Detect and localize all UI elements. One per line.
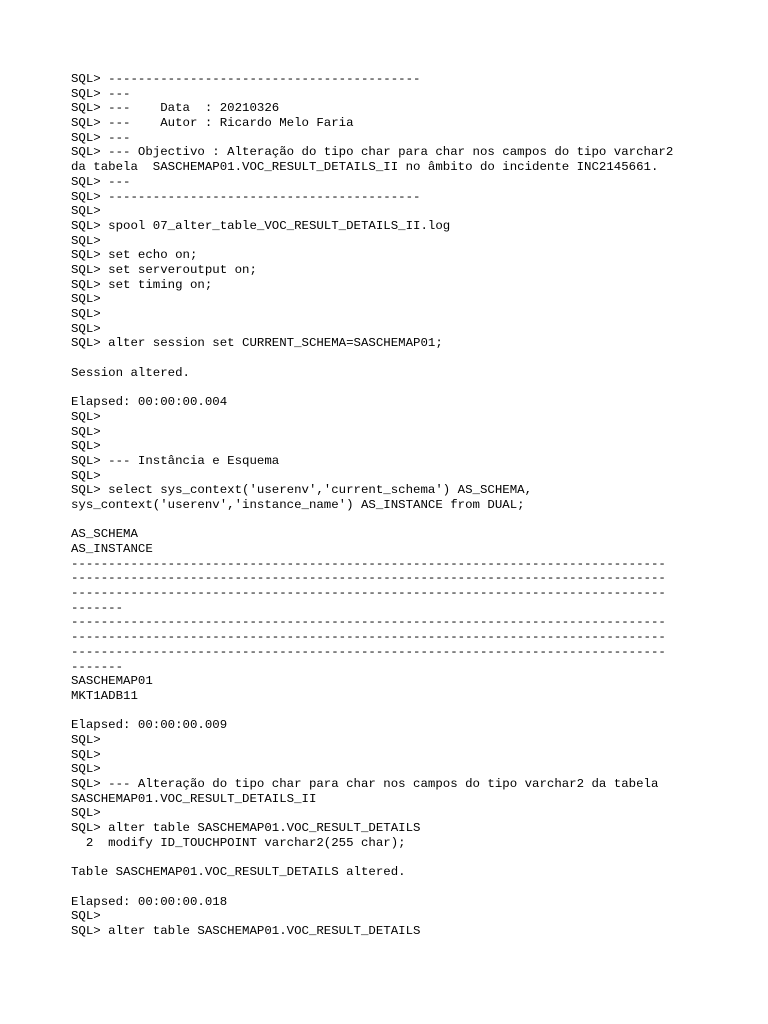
text-line: SQL> — [71, 806, 101, 821]
text-line: sys_context('userenv','instance_name') AS_INSTANCE from DUAL; — [71, 497, 525, 512]
text-line: SQL> --- — [71, 130, 131, 145]
text-line: SQL> --- Data : 20210326 — [71, 101, 280, 116]
text-line: ------- — [71, 659, 124, 674]
text-line: SQL> alter table SASCHEMAP01.VOC_RESULT_DETAILS — [71, 821, 421, 836]
text-line — [71, 351, 711, 366]
text-line: SQL> — [71, 468, 101, 483]
text-line: SQL> set serveroutput on; — [71, 262, 257, 277]
text-line: SQL> — [71, 321, 101, 336]
text-line: -------------------------------------------------------------------------------- — [71, 571, 666, 586]
text-line: SQL> alter session set CURRENT_SCHEMA=SASCHEMAP01; — [71, 336, 443, 351]
text-line: SQL> — [71, 204, 101, 219]
text-line: SQL> --- Instância e Esquema — [71, 453, 280, 468]
text-line: SQL> --- Autor : Ricardo Melo Faria — [71, 116, 354, 131]
text-line: SQL> --- Alteração do tipo char para char nos campos do tipo varchar2 da tabela — [71, 777, 659, 791]
text-line: SQL> --- — [71, 86, 131, 101]
text-line: Table SASCHEMAP01.VOC_RESULT_DETAILS altered. — [71, 865, 406, 880]
text-line: Session altered. — [71, 365, 190, 380]
text-line: SQL> — [71, 424, 101, 439]
text-line: -------------------------------------------------------------------------------- — [71, 615, 666, 630]
text-line: SQL> — [71, 439, 101, 454]
text-line — [71, 513, 711, 528]
text-line: MKT1ADB11 — [71, 688, 138, 703]
text-line: Elapsed: 00:00:00.018 — [71, 894, 228, 909]
text-line — [71, 850, 711, 865]
text-line: SQL> --- — [71, 174, 131, 189]
text-line: -------------------------------------------------------------------------------- — [71, 644, 666, 659]
text-line: ------- — [71, 600, 124, 615]
text-line: SQL> set timing on; — [71, 277, 213, 292]
text-line: -------------------------------------------------------------------------------- — [71, 556, 666, 571]
text-line: SQL> — [71, 762, 101, 777]
text-line: da tabela SASCHEMAP01.VOC_RESULT_DETAILS_II no âmbito do incidente INC2145661. — [71, 160, 659, 175]
text-line: SASCHEMAP01 — [71, 674, 153, 689]
text-line: SQL> --- Objectivo : Alteração do tipo char para char nos campos do tipo varchar2 — [71, 145, 674, 160]
text-line: SQL> — [71, 747, 101, 762]
text-line: AS_SCHEMA — [71, 527, 138, 542]
text-line — [71, 380, 711, 395]
text-line: SASCHEMAP01.VOC_RESULT_DETAILS_II — [71, 791, 317, 806]
text-line: SQL> set echo on; — [71, 248, 198, 263]
text-line — [71, 704, 711, 719]
document-page — [71, 72, 711, 939]
text-line: AS_INSTANCE — [71, 542, 153, 556]
text-line: SQL> — [71, 909, 101, 924]
text-line: 2 modify ID_TOUCHPOINT varchar2(255 char); — [71, 835, 406, 850]
text-line: SQL> — [71, 307, 101, 321]
text-line: SQL> — [71, 732, 101, 747]
text-line: SQL> — [71, 233, 101, 248]
text-line: SQL> — [71, 292, 101, 307]
text-line: SQL> spool 07_alter_table_VOC_RESULT_DETAILS_II.log — [71, 218, 451, 233]
text-line: SQL> ------------------------------------------ — [71, 72, 421, 86]
text-line: -------------------------------------------------------------------------------- — [71, 586, 666, 601]
text-line — [71, 880, 711, 895]
text-line: SQL> alter table SASCHEMAP01.VOC_RESULT_DETAILS — [71, 923, 421, 938]
text-line: Elapsed: 00:00:00.009 — [71, 718, 228, 733]
text-line: SQL> ------------------------------------------ — [71, 189, 421, 204]
text-line: -------------------------------------------------------------------------------- — [71, 630, 666, 645]
text-line: Elapsed: 00:00:00.004 — [71, 395, 228, 410]
text-line: SQL> select sys_context('userenv','current_schema') AS_SCHEMA, — [71, 483, 533, 498]
text-line: SQL> — [71, 409, 101, 424]
